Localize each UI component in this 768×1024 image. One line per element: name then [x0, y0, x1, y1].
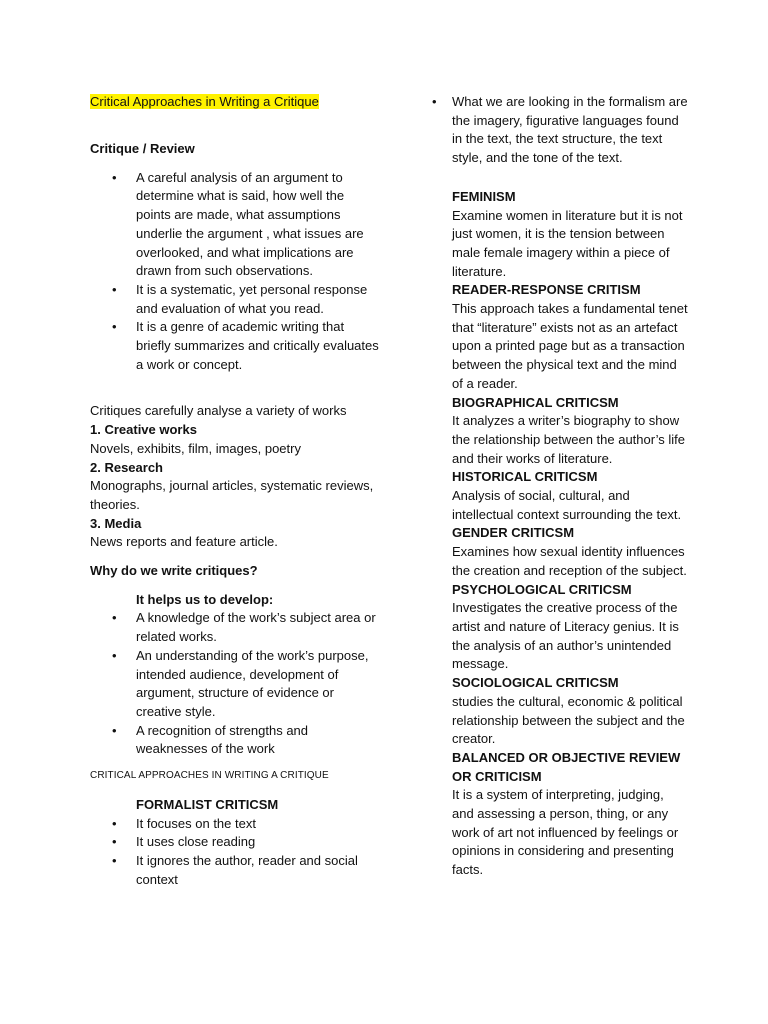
- bullet-text: It focuses on the text: [136, 815, 256, 831]
- bullet-text: A recognition of strengths and weaknesses of the work: [136, 722, 309, 757]
- section-text-sociological: studies the cultural, economic & political relationship between the subject and the creator.: [452, 693, 685, 747]
- list-item: [432, 93, 688, 168]
- bullet-text: It is a genre of academic writing that briefly summarizes and critically evaluates a work or concept.: [136, 319, 379, 372]
- critique-bullet-list: [90, 169, 380, 375]
- section-text-psychological: Investigates the creative process of the artist and nature of Literacy genius. It is the analysis of an author’s unintended message.: [452, 600, 679, 672]
- develop-bullet-list: [90, 609, 380, 759]
- works-text-2: Monographs, journal articles, systematic reviews, theories.: [90, 478, 374, 512]
- section-text-balanced: It is a system of interpreting, judging, and assessing a person, thing, or any work of art not influenced by feelings or opinions in considering and presenting facts.: [452, 787, 679, 878]
- critique-review-heading: Critique / Review: [90, 141, 195, 156]
- section-text-historical: Analysis of social, cultural, and intellectual context surrounding the text.: [452, 488, 682, 522]
- works-text-3: News reports and feature article.: [90, 534, 278, 550]
- section-heading-gender: GENDER CRITICSM: [452, 525, 575, 541]
- formalist-bullet-list: [90, 815, 380, 890]
- bullet-text: A knowledge of the work’s subject area or related works.: [136, 610, 376, 645]
- left-column: [90, 140, 380, 889]
- bullet-icon: •: [112, 281, 117, 297]
- section-heading-sociological: SOCIOLOGICAL CRITICSM: [452, 675, 619, 691]
- bullet-icon: •: [112, 852, 117, 868]
- section-text-gender: Examines how sexual identity influences the creation and reception of the subject.: [452, 544, 687, 578]
- document-title: [90, 93, 319, 112]
- right-column: [432, 93, 688, 880]
- bullet-icon: •: [112, 610, 117, 626]
- bullet-text: It ignores the author, reader and social context: [136, 852, 358, 887]
- list-item: [90, 281, 380, 318]
- criticism-sections: [432, 188, 688, 880]
- bullet-text: A careful analysis of an argument to determine what is said, how well the points are made, what assumptions underlie the argument , what issues are overlooked, and what implications are drawn from such observations.: [136, 169, 364, 279]
- why-heading: Why do we write critiques?: [90, 563, 258, 579]
- bullet-text: An understanding of the work’s purpose, intended audience, development of argument, structure of evidence or creative style.: [136, 647, 369, 719]
- formalism-bullet-list: [432, 93, 688, 168]
- approaches-heading: CRITICAL APPROACHES IN WRITING A CRITIQUE: [90, 770, 329, 782]
- title-highlight: Critical Approaches in Writing a Critique: [90, 94, 319, 109]
- section-heading-psychological: PSYCHOLOGICAL CRITICSM: [452, 581, 632, 597]
- formalist-heading: FORMALIST CRITICSM: [136, 796, 279, 812]
- bullet-icon: •: [112, 169, 117, 185]
- list-item: [90, 815, 380, 834]
- bullet-text: It is a systematic, yet personal response and evaluation of what you read.: [136, 281, 368, 316]
- bullet-icon: •: [112, 722, 117, 738]
- bullet-text: It uses close reading: [136, 834, 256, 850]
- list-item: [90, 609, 380, 646]
- section-text-biographical: It analyzes a writer’s biography to show the relationship between the author’s life and their works of literature.: [452, 413, 685, 466]
- works-heading-1: 1. Creative works: [90, 422, 197, 438]
- section-text-reader-response: This approach takes a fundamental tenet that “literature” exists not as an artefact upon a printed page but as a transaction between the physical text and the mind of a reader.: [452, 301, 688, 391]
- section-heading-balanced: BALANCED OR OBJECTIVE REVIEW OR CRITICISM: [452, 749, 681, 784]
- list-item: [90, 852, 380, 889]
- section-text-feminism: Examine women in literature but it is not just women, it is the tension between male female imagery within a piece of literature.: [452, 207, 683, 279]
- section-heading-biographical: BIOGRAPHICAL CRITICSM: [452, 394, 619, 410]
- works-text-1: Novels, exhibits, film, images, poetry: [90, 440, 301, 456]
- list-item: [90, 722, 380, 759]
- bullet-icon: •: [112, 647, 117, 663]
- list-item: [90, 318, 380, 374]
- section-heading-historical: HISTORICAL CRITICSM: [452, 469, 598, 485]
- list-item: [90, 647, 380, 722]
- list-item: [90, 833, 380, 852]
- bullet-icon: •: [112, 319, 117, 335]
- bullet-icon: •: [112, 815, 117, 831]
- works-heading-2: 2. Research: [90, 459, 163, 475]
- bullet-text: What we are looking in the formalism are the imagery, figurative languages found in the text, the text structure, the text style, and the tone of the text.: [452, 94, 688, 166]
- bullet-icon: •: [432, 94, 437, 109]
- works-heading-3: 3. Media: [90, 515, 142, 531]
- section-heading-feminism: FEMINISM: [452, 188, 516, 204]
- develop-intro: It helps us to develop:: [136, 591, 274, 607]
- list-item: [90, 169, 380, 281]
- works-intro: Critiques carefully analyse a variety of works: [90, 403, 347, 419]
- bullet-icon: •: [112, 834, 117, 850]
- section-heading-reader-response: READER-RESPONSE CRITISM: [452, 282, 641, 298]
